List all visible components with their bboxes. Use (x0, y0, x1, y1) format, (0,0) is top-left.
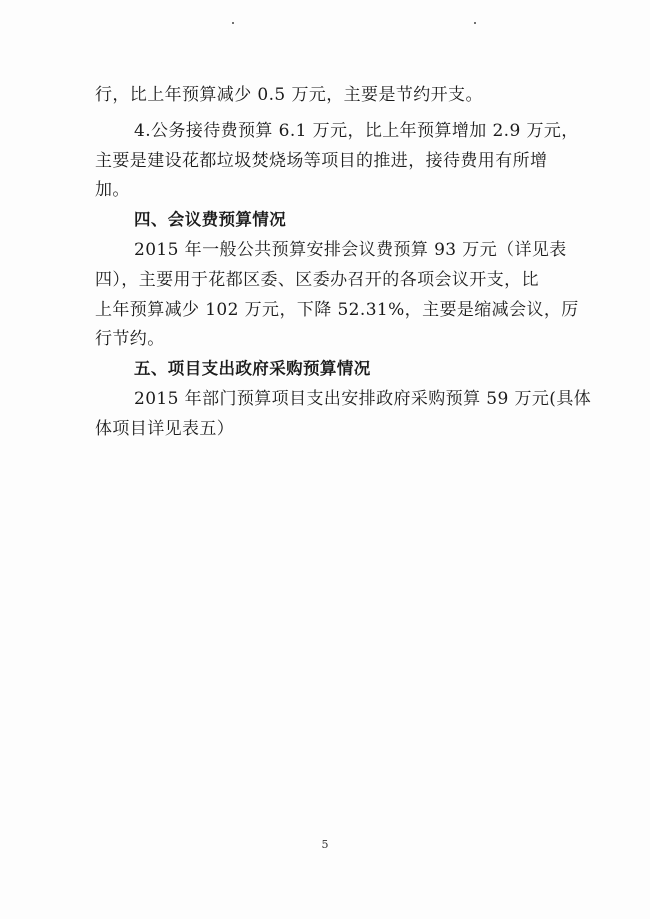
paragraph-line: 加。 (95, 180, 130, 200)
section-heading: 四、会议费预算情况 (134, 210, 287, 229)
paragraph-line: 四），主要用于花都区委、区委办召开的各项会议开支，比 (95, 270, 539, 290)
paragraph-line: 2015 年部门预算项目支出安排政府采购预算 59 万元(具体 (134, 389, 592, 409)
paragraph-line: 2015 年一般公共预算安排会议费预算 93 万元（详见表 (134, 240, 567, 260)
scan-dot (232, 22, 234, 24)
paragraph-line: 行，比上年预算减少 0.5 万元，主要是节约开支。 (95, 85, 483, 105)
paragraph-line: 上年预算减少 102 万元，下降 52.31%，主要是缩减会议，厉 (95, 300, 579, 320)
page-number: 5 (321, 838, 329, 851)
paragraph-line: 主要是建设花都垃圾焚烧场等项目的推进，接待费用有所增 (95, 151, 548, 171)
paragraph-line: 4.公务接待费预算 6.1 万元，比上年预算增加 2.9 万元， (134, 121, 579, 141)
scan-dot (474, 22, 476, 24)
paragraph-line: 行节约。 (95, 329, 165, 349)
section-heading: 五、项目支出政府采购预算情况 (134, 359, 371, 378)
paragraph-line: 体项目详见表五） (95, 419, 235, 439)
